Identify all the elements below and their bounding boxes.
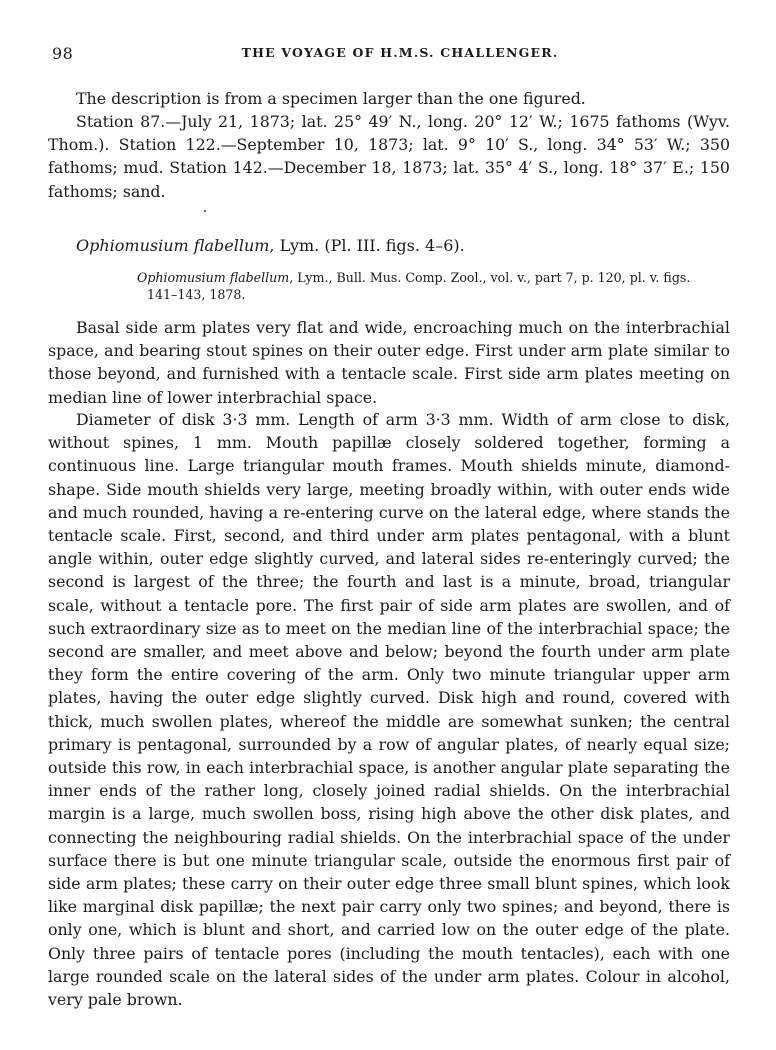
reference-line-2: 141–143, 1878.	[147, 286, 246, 302]
bibliographic-reference	[133, 270, 729, 303]
species-name: Ophiomusium flabellum	[76, 236, 270, 255]
page-number: 98	[52, 44, 74, 63]
section-divider-dot	[204, 210, 206, 212]
reference-species-name: Ophiomusium flabellum	[137, 270, 290, 285]
running-title: THE VOYAGE OF H.M.S. CHALLENGER.	[241, 45, 559, 60]
running-head	[52, 44, 728, 64]
reference-citation: , Lym., Bull. Mus. Comp. Zool., vol. v., part 7, p. 120, pl. v. figs.	[289, 270, 691, 285]
description-paragraph: Diameter of disk 3·3 mm. Length of arm 3·3 mm. Width of arm close to disk, without spines, 1 mm. Mouth papillæ closely soldered together, forming a continuous line. Large triangular mouth frames. Mouth shields minute, diamond-shape. Side mouth shields very large, meeting broadly within, with outer ends wide and much rounded, having a re-entering curve on the lateral edge, where stands the tentacle scale. First, second, and third under arm plates pentagonal, with a blunt angle within, outer edge slightly curved, and lateral sides re-enteringly curved; the second is largest of the three; the fourth and last is a minute, broad, triangular scale, without a tentacle pore. The first pair of side arm plates are swollen, and of such extraordinary size as to meet on the median line of the interbrachial space; the second are smaller, and meet above and below; beyond the fourth under arm plate they form the entire covering of the arm. Only two minute triangular upper arm plates, having the outer edge slightly curved. Disk high and round, covered with thick, much swollen plates, whereof the middle are somewhat sunken; the central primary is pentagonal, surrounded by a row of angular plates, of nearly equal size; outside this row, in each interbrachial space, is another angular plate separating the inner ends of the rather long, closely joined radial shields. On the interbrachial margin is a large, much swollen boss, rising high above the other disk plates, and connecting the neighbouring radial shields. On the interbrachial space of the under surface there is but one minute triangular scale, outside the enormous first pair of side arm plates; these carry on their outer edge three small blunt spines, which look like marginal disk papillæ; the next pair carry only two spines; and beyond, there is only one, which is blunt and short, and carried low on the outer edge of the plate. Only three pairs of tentacle pores (including the mouth tentacles), each with one large rounded scale on the lateral sides of the under arm plates. Colour in alcohol, very pale brown.	[48, 410, 730, 1010]
reference-line-1	[133, 270, 729, 287]
diagnosis-paragraph: Basal side arm plates very flat and wide, encroaching much on the interbrachial space, and bearing stout spines on their outer edge. First under arm plate similar to those beyond, and furnished with a tentacle scale. First side arm plates meeting on median line of lower interbrachial space.	[48, 318, 730, 407]
stations-paragraph: Station 87.—July 21, 1873; lat. 25° 49′ N., long. 20° 12′ W.; 1675 fathoms (Wyv. Thom.). Station 122.—September 10, 1873; lat. 9° 10′ S., long. 34° 53′ W.; 350 fathoms; mud. Station 142.—December 18, 1873; lat. 35° 4′ S., long. 18° 37′ E.; 150 fathoms; sand.	[48, 112, 730, 201]
description-note-paragraph: The description is from a specimen larger than the one figured.	[76, 89, 586, 108]
species-heading-rest: , Lym. (Pl. III. figs. 4–6).	[269, 236, 465, 255]
species-heading	[76, 235, 465, 257]
